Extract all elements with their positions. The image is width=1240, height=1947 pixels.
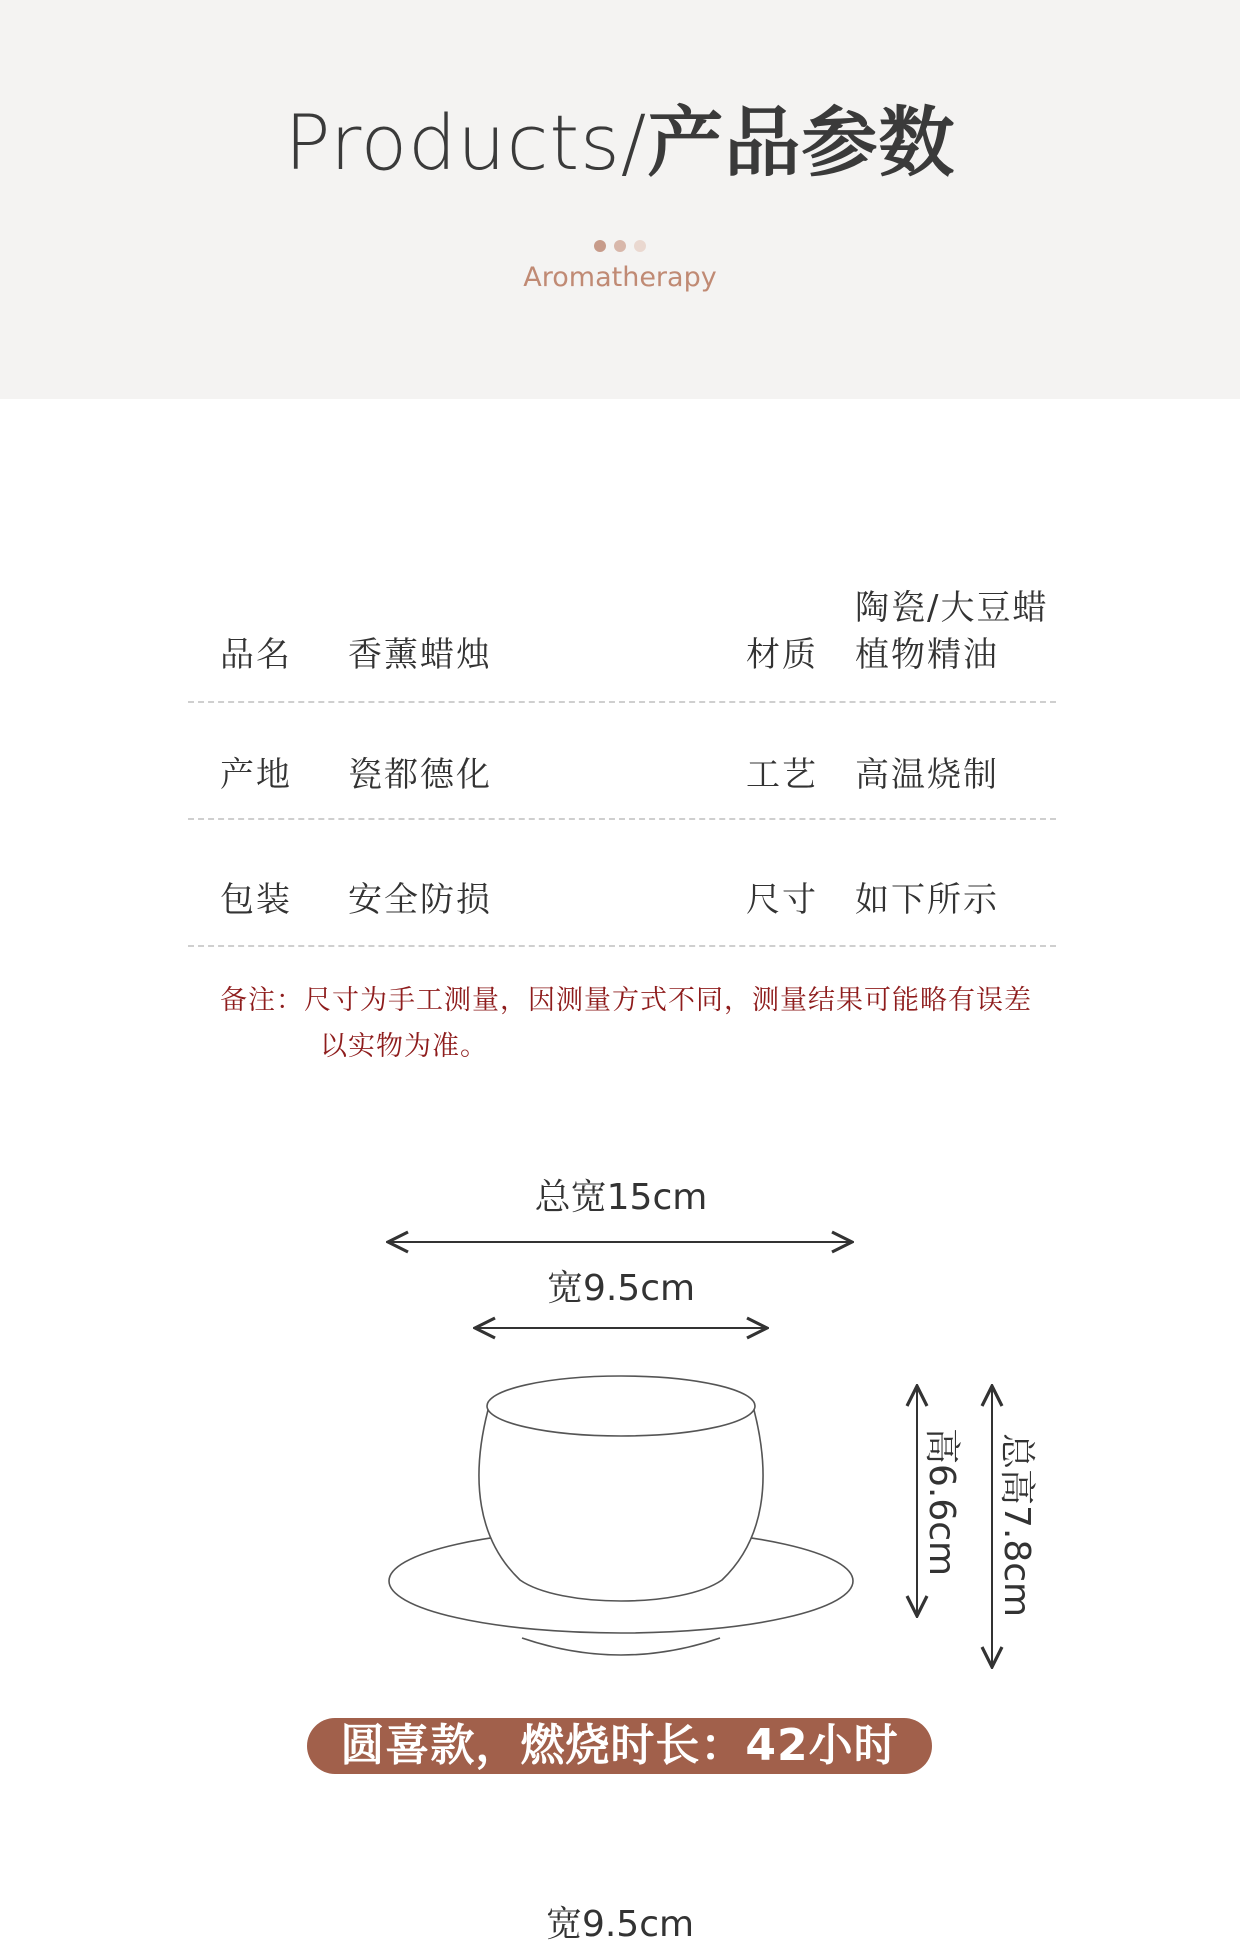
total-width-label: 总宽15cm xyxy=(534,1177,708,1218)
note-text xyxy=(220,978,1032,1070)
spec-label-size: 尺寸 xyxy=(746,880,818,920)
total-height-label: 总高7.8cm xyxy=(996,1433,1037,1618)
note-line2: 以实物为准。 xyxy=(320,1031,488,1062)
saucer-base xyxy=(522,1638,720,1655)
dot-icon xyxy=(594,240,606,252)
spec-label-origin: 产地 xyxy=(220,755,292,795)
title-chinese: 产品参数 xyxy=(647,98,956,187)
height-label: 高6.6cm xyxy=(921,1428,962,1577)
next-section-width-label: 宽9.5cm xyxy=(545,1904,695,1945)
spec-value-size: 如下所示 xyxy=(855,880,999,920)
row-separator xyxy=(188,945,1056,947)
page-title xyxy=(0,95,1240,191)
spec-value-package: 安全防损 xyxy=(348,880,492,920)
row-separator xyxy=(188,701,1056,703)
burn-time-badge: 圆喜款，燃烧时长：42小时 xyxy=(307,1718,932,1774)
spec-label-name: 品名 xyxy=(220,635,292,675)
dimension-diagram xyxy=(0,1160,1240,1760)
title-english: Products/ xyxy=(284,98,648,187)
spec-value-origin: 瓷都德化 xyxy=(348,755,492,795)
note-line1: 备注：尺寸为手工测量，因测量方式不同，测量结果可能略有误差 xyxy=(220,985,1032,1016)
decorative-dots xyxy=(594,240,646,254)
cup-rim xyxy=(487,1376,755,1436)
spec-label-material: 材质 xyxy=(746,635,818,675)
cup-body xyxy=(479,1410,763,1601)
row-separator xyxy=(188,818,1056,820)
spec-label-craft: 工艺 xyxy=(746,755,818,795)
candle-cup-illustration xyxy=(389,1376,853,1655)
spec-value-material-line1: 陶瓷/大豆蜡 xyxy=(855,588,1049,628)
spec-value-material-line2: 植物精油 xyxy=(855,635,999,675)
spec-label-package: 包装 xyxy=(220,880,292,920)
subtitle: Aromatherapy xyxy=(523,262,717,293)
width-label: 宽9.5cm xyxy=(546,1268,696,1309)
dot-icon xyxy=(634,240,646,252)
header-section xyxy=(0,0,1240,399)
spec-value-craft: 高温烧制 xyxy=(855,755,999,795)
spec-value-name: 香薰蜡烛 xyxy=(348,635,492,675)
dot-icon xyxy=(614,240,626,252)
